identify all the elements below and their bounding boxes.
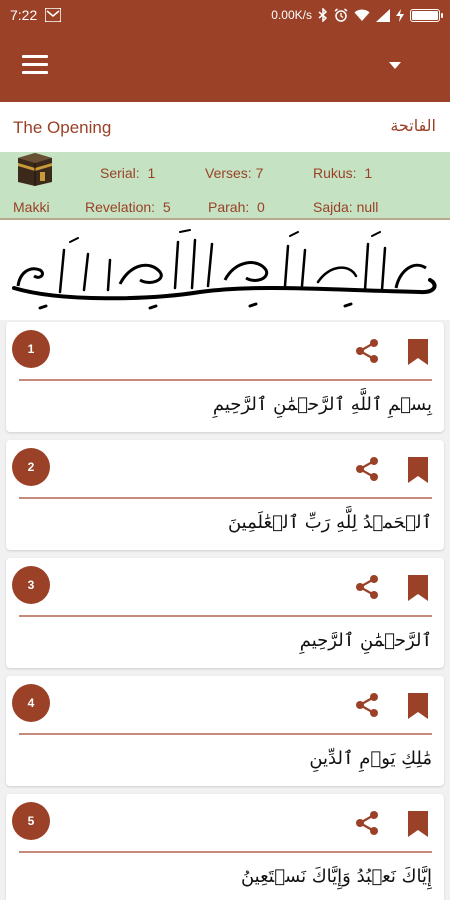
verse-arabic-text: إِيَّاكَ نَعۡبُدُ وَإِيَّاكَ نَسۡتَعِينُ	[240, 866, 432, 887]
revelation-value: 5	[162, 199, 171, 215]
verse-card[interactable]	[6, 322, 444, 432]
verse-list[interactable]	[0, 320, 450, 900]
sajda-value: null	[356, 199, 379, 215]
verse-card[interactable]	[6, 440, 444, 550]
verse-arabic-text: ٱلۡحَمۡدُ لِلَّهِ رَبِّ ٱلۡعَٰلَمِينَ	[227, 512, 432, 533]
surah-title-row	[0, 102, 450, 152]
surah-name-english: The Opening	[13, 118, 112, 137]
rukus-value: 1	[364, 165, 373, 181]
notification-icon	[45, 8, 61, 22]
signal-icon	[376, 9, 390, 22]
verse-divider	[19, 379, 432, 381]
serial-value: 1	[147, 165, 156, 181]
bismillah-banner	[0, 220, 450, 320]
verse-divider	[19, 497, 432, 499]
kaaba-icon	[16, 152, 54, 187]
status-time: 7:22	[10, 7, 38, 23]
verse-divider	[19, 733, 432, 735]
verse-number-badge[interactable]: 1	[12, 330, 50, 368]
parah-info: Parah: 0	[208, 199, 265, 215]
dropdown-arrow-icon[interactable]	[389, 62, 401, 69]
app-bar	[0, 30, 450, 102]
surah-name-arabic: الفاتحة	[390, 116, 436, 135]
serial-info: Serial: 1	[100, 165, 156, 181]
bookmark-icon[interactable]	[407, 574, 429, 602]
verse-number-badge[interactable]: 3	[12, 566, 50, 604]
bluetooth-icon	[318, 8, 328, 22]
parah-value: 0	[257, 199, 265, 215]
status-bar	[0, 0, 450, 30]
share-icon[interactable]	[354, 574, 380, 600]
bookmark-icon[interactable]	[407, 338, 429, 366]
revelation-info: Revelation: 5	[85, 199, 171, 215]
verse-card[interactable]	[6, 676, 444, 786]
verse-arabic-text: ٱلرَّحۡمَٰنِ ٱلرَّحِيمِ	[299, 630, 432, 651]
share-icon[interactable]	[354, 338, 380, 364]
menu-icon[interactable]	[22, 55, 48, 75]
verses-value: 7	[255, 165, 264, 181]
charging-icon	[396, 9, 404, 22]
verse-arabic-text: بِسۡمِ ٱللَّهِ ٱلرَّحۡمَٰنِ ٱلرَّحِيمِ	[212, 394, 432, 415]
bookmark-icon[interactable]	[407, 692, 429, 720]
battery-fill	[412, 11, 438, 20]
verse-divider	[19, 615, 432, 617]
wifi-icon	[354, 9, 370, 22]
bookmark-icon[interactable]	[407, 810, 429, 838]
verse-number-badge[interactable]: 4	[12, 684, 50, 722]
verse-number-badge[interactable]: 2	[12, 448, 50, 486]
surah-type: Makki	[13, 199, 50, 215]
verse-arabic-text: مَٰلِكِ يَوۡمِ ٱلدِّينِ	[309, 748, 432, 769]
alarm-icon	[334, 8, 348, 22]
verse-card[interactable]	[6, 558, 444, 668]
share-icon[interactable]	[354, 456, 380, 482]
network-speed: 0.00K/s	[271, 8, 312, 22]
surah-info-band	[0, 152, 450, 220]
battery-icon	[410, 9, 440, 22]
bismillah-calligraphy	[0, 220, 450, 320]
sajda-info: Sajda: null	[313, 199, 379, 215]
verse-divider	[19, 851, 432, 853]
verses-info: Verses: 7	[205, 165, 264, 181]
share-icon[interactable]	[354, 810, 380, 836]
share-icon[interactable]	[354, 692, 380, 718]
bookmark-icon[interactable]	[407, 456, 429, 484]
verse-number-badge[interactable]: 5	[12, 802, 50, 840]
verse-card[interactable]	[6, 794, 444, 900]
rukus-info: Rukus: 1	[313, 165, 373, 181]
